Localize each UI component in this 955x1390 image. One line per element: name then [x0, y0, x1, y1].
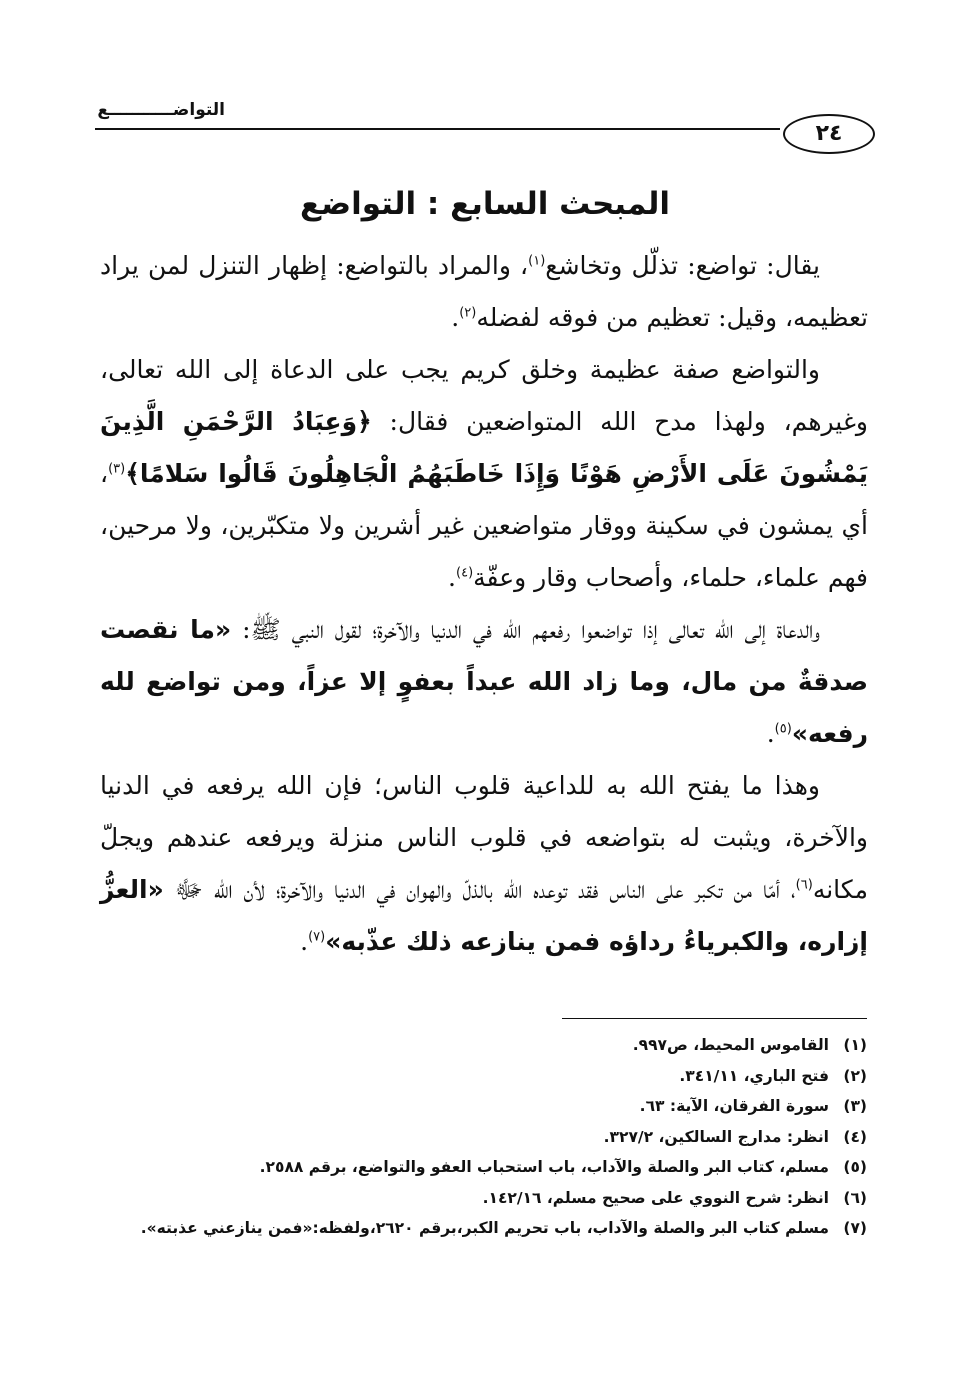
paragraph-text: . — [766, 719, 775, 748]
header-rule — [95, 128, 780, 130]
quran-verse: ﴿وَعِبَادُ الرَّحْمَنِ الَّذِينَ يَمْشُونَ عَلَى الأَرْضِ هَوْنًا وَإِذَا خَاطَبَهُمُ الْجَاهِلُونَ قَالُوا سَلامًا﴾ — [100, 407, 868, 488]
paragraph-text: والدعاة إلى الله تعالى إذا تواضعوا رفعهم الله في الدنيا والآخرة؛ لقول النبي ﷺ: — [231, 615, 821, 644]
footnote-text: سورة الفرقان، الآية: ٦٣. — [639, 1097, 829, 1115]
footnote-ref[interactable]: (٢) — [459, 305, 477, 321]
footnote-text: انظر: مدارج السالكين، ٣٢٧/٢. — [603, 1127, 829, 1146]
paragraph-text: والتواضع صفة عظيمة وخلق كريم يجب على الدعاة إلى الله تعالى، وغيرهم، ولهذا مدح الله المتواضعين فقال: — [100, 355, 868, 436]
footnote-ref[interactable]: (٧) — [308, 929, 326, 945]
footnote-ref[interactable]: (٤) — [456, 565, 474, 581]
footnote-separator — [562, 1018, 867, 1019]
paragraph-text: ، والمراد بالتواضع: إظهار التنزل لمن يراد تعظيمه، وقيل: تعظيم من فوقه لفضله — [100, 251, 868, 332]
footnote-text: فتح الباري، ٣٤١/١١. — [679, 1066, 829, 1085]
footnote-number: (٤) — [843, 1127, 867, 1146]
footnote-ref[interactable]: (٥) — [774, 721, 792, 737]
footnote-ref[interactable]: (١) — [528, 253, 546, 269]
footnote-item — [95, 1091, 867, 1122]
footnote-item — [95, 1061, 867, 1092]
footnote-item — [95, 1030, 867, 1061]
footnote-text: مسلم كتاب البر والصلة والآداب، باب تحريم الكبر،برقم ٢٦٢٠،ولفظه:«فمن ينازعني عذبته». — [140, 1219, 829, 1237]
paragraph-conclusion — [100, 760, 868, 968]
footnote-item — [95, 1122, 867, 1153]
hadith-quote: «ما نقصت صدقةٌ من مال، وما زاد الله عبداً بعفوٍ إلا عزاً، ومن تواضع لله رفعه» — [100, 615, 868, 748]
footnote-ref[interactable]: (٦) — [795, 877, 813, 893]
footnotes-list — [95, 1030, 867, 1244]
paragraph-hadith — [100, 604, 868, 760]
paragraph-text: ، أي يمشون في سكينة ووقار متواضعين غير أشرين ولا متكبّرين، ولا مرحين، فهم علماء، حلماء، وأصحاب وقار وعفّة — [100, 459, 868, 592]
footnote-text: القاموس المحيط، ص٩٩٧. — [632, 1036, 829, 1054]
page-number: ٢٤ — [783, 114, 875, 154]
hadith-quote: «العزُّ إزاره، والكبرياءُ رداؤه فمن ينازعه ذلك عذّبه» — [100, 875, 868, 956]
footnote-item — [95, 1152, 867, 1183]
paragraph-text: . — [448, 563, 456, 592]
paragraph-text: ، أمّا من تكبر على الناس فقد توعده الله بالذلّ والهوان في الدنيا والآخرة؛ لأن الله ﷻ — [163, 875, 796, 904]
paragraph-definition — [100, 240, 868, 344]
paragraph-text: . — [300, 927, 309, 956]
paragraph-text: وهذا ما يفتح الله به للداعية قلوب الناس؛ فإن الله يرفعه في الدنيا والآخرة، ويثبت له بتواضعه في قلوب الناس منزلة ويرفعه عندهم ويجلّ مكانه — [100, 771, 868, 904]
footnote-text: مسلم، كتاب البر والصلة والآداب، باب استحباب العفو والتواضع، برقم ٢٥٨٨. — [259, 1158, 829, 1176]
section-title: المبحث السابع : التواضع — [299, 186, 671, 222]
footnote-number: (١) — [843, 1036, 867, 1054]
footnote-number: (٥) — [843, 1158, 867, 1176]
paragraph-text: يقال: تواضع: تذلّل وتخاشع — [545, 251, 820, 280]
paragraph-text: . — [451, 303, 460, 332]
footnote-item — [95, 1213, 867, 1244]
footnote-number: (٣) — [843, 1097, 867, 1115]
footnote-number: (٢) — [843, 1066, 867, 1085]
footnote-item — [95, 1183, 867, 1214]
running-header — [95, 100, 875, 160]
paragraph-quran — [100, 344, 868, 604]
running-title: التواضـــــــــــع — [97, 100, 225, 120]
body-text — [100, 240, 868, 968]
footnote-text: انظر: شرح النووي على صحيح مسلم، ١٤٢/١٦. — [482, 1188, 829, 1207]
footnote-number: (٦) — [843, 1188, 867, 1207]
footnote-number: (٧) — [843, 1219, 867, 1237]
footnote-ref[interactable]: (٣) — [108, 461, 126, 477]
